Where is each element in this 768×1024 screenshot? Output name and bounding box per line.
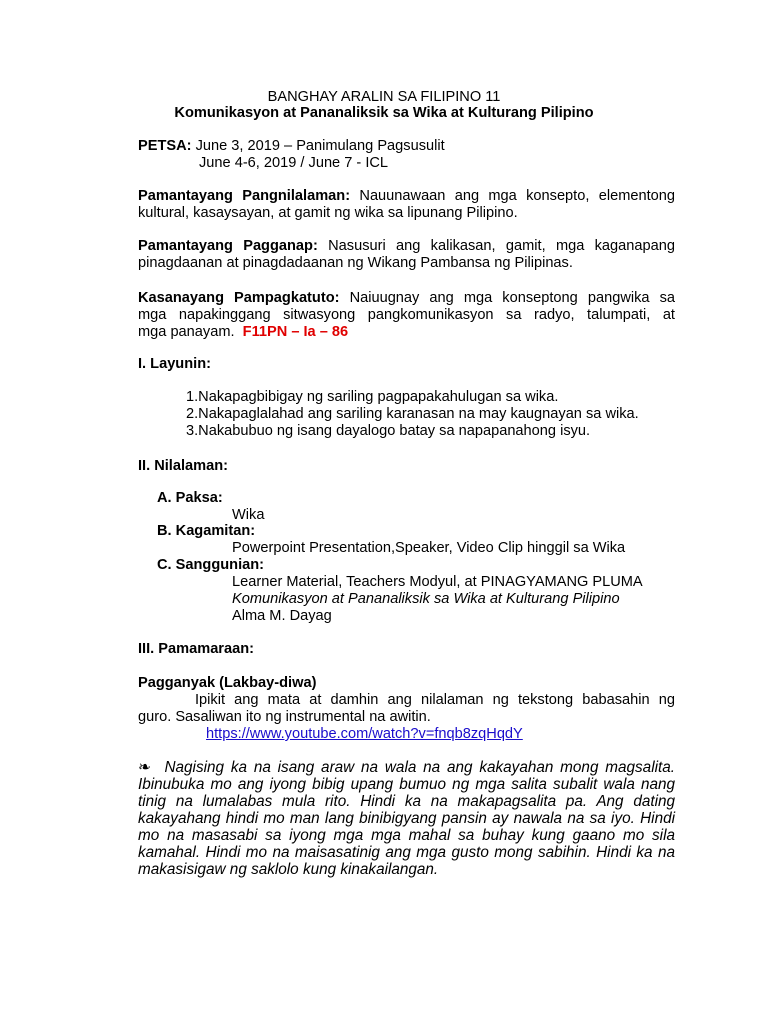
pangnilalaman-text-1: Nauunawaan ang mga konsepto, elementong bbox=[359, 188, 675, 204]
story-line-4: kakayahang hindi mo man lang binibigyang pansin ay nawala na sa iyo. Hindi bbox=[138, 810, 675, 827]
paksa-label: A. Paksa: bbox=[157, 490, 223, 506]
petsa-line1 bbox=[138, 138, 445, 155]
pagganap-label: Pamantayang Pagganap: bbox=[138, 238, 318, 254]
kagamitan-label: B. Kagamitan: bbox=[157, 523, 256, 539]
layunin-item-2: 2.Nakapaglalahad ang sariling karanasan na may kaugnayan sa wika. bbox=[186, 406, 639, 422]
story-line-7: makasisigaw ng saklolo kung kinakailangan. bbox=[138, 861, 439, 878]
pagganap-text-2: pinagdaanan at pinagdadaanan ng Wikang Pambansa ng Pilipinas. bbox=[138, 255, 573, 271]
pamamaraan-heading: III. Pamamaraan: bbox=[138, 641, 254, 657]
petsa-value-2: June 4-6, 2019 / June 7 - ICL bbox=[199, 155, 389, 171]
pangnilalaman-label: Pamantayang Pangnilalaman: bbox=[138, 188, 351, 204]
pagganap-text-1: Nasusuri ang kalikasan, gamit, mga kaganapang bbox=[328, 238, 675, 254]
layunin-item-1: 1.Nakapagbibigay ng sariling pagpapakahulugan sa wika. bbox=[186, 389, 559, 405]
pangnilalaman-text-2: kultural, kasaysayan, at gamit ng wika sa lipunang Pilipino. bbox=[138, 205, 518, 221]
sanggunian-label: C. Sanggunian: bbox=[157, 557, 265, 573]
story-line-5: mo na masasabi sa iyong mga mga mahal sa buhay kung gaano mo sila bbox=[138, 827, 675, 844]
sanggunian-value-2: Komunikasyon at Pananaliksik sa Wika at Kulturang Pilipino bbox=[232, 591, 620, 607]
document-subtitle: Komunikasyon at Pananaliksik sa Wika at Kulturang Pilipino bbox=[174, 105, 594, 121]
layunin-heading: I. Layunin: bbox=[138, 356, 211, 372]
layunin-item-3: 3.Nakabubuo ng isang dayalogo batay sa napapanahong isyu. bbox=[186, 423, 591, 439]
kasanayan-text-3: mga panayam. bbox=[138, 324, 235, 340]
pagganyak-label: Pagganyak (Lakbay-diwa) bbox=[138, 675, 317, 691]
kasanayan-text-2: mga napakinggang sitwasyong pangkomunikasyon sa radyo, talumpati, at bbox=[138, 307, 675, 323]
paksa-value: Wika bbox=[232, 507, 265, 523]
story-line-1: Nagising ka na isang araw na wala na ang kakayahan mong magsalita. bbox=[164, 759, 675, 776]
pangnilalaman-paragraph bbox=[138, 188, 675, 222]
story-line-6: kamahal. Hindi mo na maisasatinig ang mga gusto mong sabihin. Hindi ka na bbox=[138, 844, 675, 861]
fleuron-bullet-icon: ❧ bbox=[138, 759, 151, 776]
pagganyak-instruction bbox=[138, 692, 675, 726]
kasanayan-paragraph bbox=[138, 290, 675, 341]
petsa-value-1: June 3, 2019 – Panimulang Pagsusulit bbox=[195, 138, 445, 154]
instruction-text-1: Ipikit ang mata at damhin ang nilalaman ng tekstong babasahin ng bbox=[195, 692, 675, 708]
instruction-text-2: guro. Sasaliwan ito ng instrumental na awitin. bbox=[138, 709, 431, 725]
story-line-2: Ibinubuka mo ang iyong bibig upang bumuo ng mga salita subalit wala nang bbox=[138, 776, 675, 793]
competency-code: F11PN – Ia – 86 bbox=[242, 324, 349, 340]
kasanayan-label: Kasanayang Pampagkatuto: bbox=[138, 290, 340, 306]
story-line-3: tinig na lumalabas mula rito. Hindi ka na makapagsalita pa. Ang dating bbox=[138, 793, 675, 810]
youtube-link[interactable]: https://www.youtube.com/watch?v=fnqb8zqHqdY bbox=[206, 726, 523, 742]
petsa-label: PETSA: bbox=[138, 138, 192, 154]
kagamitan-value: Powerpoint Presentation,Speaker, Video Clip hinggil sa Wika bbox=[232, 540, 626, 556]
sanggunian-value-1: Learner Material, Teachers Modyul, at PINAGYAMANG PLUMA bbox=[232, 574, 643, 590]
nilalaman-heading: II. Nilalaman: bbox=[138, 458, 229, 474]
document-title: BANGHAY ARALIN SA FILIPINO 11 bbox=[267, 89, 501, 105]
pagganap-paragraph bbox=[138, 238, 675, 272]
kasanayan-text-1: Naiuugnay ang mga konseptong pangwika sa bbox=[349, 290, 675, 306]
sanggunian-value-3: Alma M. Dayag bbox=[232, 608, 332, 624]
story-paragraph bbox=[138, 759, 675, 878]
